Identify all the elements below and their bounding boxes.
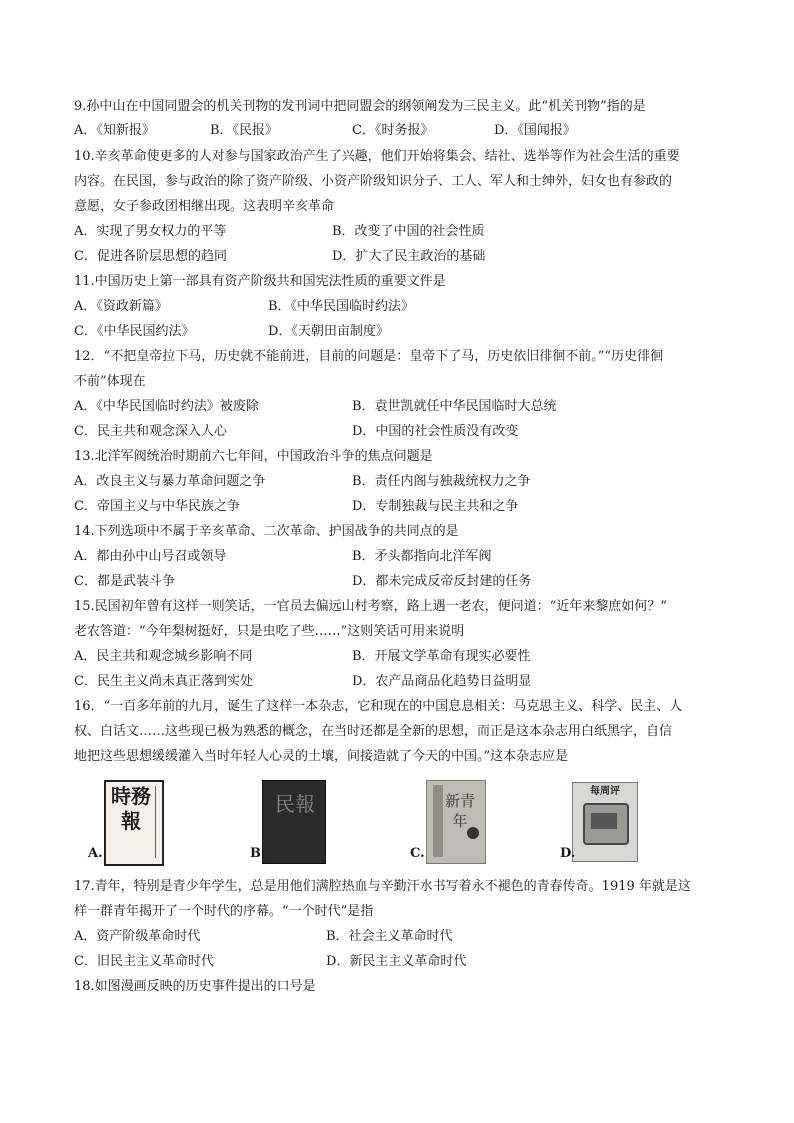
magazine-cover-meizhoupinglun: [572, 782, 638, 862]
q12-option-d: D．中国的社会性质没有改变: [352, 424, 519, 439]
q16-image-c: [410, 778, 510, 868]
q10-stem-line2: 内容。在民国，参与政治的除了资产阶级、小资产阶级知识分子、工人、军人和士绅外，妇女也有参政的: [74, 174, 673, 189]
q13-option-b: B．责任内阁与独裁统权力之争: [352, 474, 531, 489]
q10-stem-line1: 10.辛亥革命使更多的人对参与国家政治产生了兴趣，他们开始将集会、结社、选举等作为社会生活的重要: [74, 149, 680, 164]
q10-stem-line3: 意愿，女子参政团相继出现。这表明辛亥革命: [74, 199, 335, 214]
q13-option-a: A．改良主义与暴力革命问题之争: [74, 474, 266, 489]
q17-option-a: A．资产阶级革命时代: [74, 929, 201, 944]
q12-option-a: A．《中华民国临时约法》被废除: [74, 399, 259, 414]
q15-option-b: B．开展文学革命有现实必要性: [352, 649, 531, 664]
cover-d-title: 每周评: [590, 786, 620, 797]
q9-option-c: C．《时务报》: [352, 123, 434, 138]
cover-a-title: 時務報: [111, 784, 151, 833]
q15-option-d: D．农产品商品化趋势日益明显: [352, 674, 532, 689]
q11-option-a: A．《资政新篇》: [74, 299, 168, 314]
q12-option-c: C．民主共和观念深入人心: [74, 424, 227, 439]
magazine-cover-minbao: [262, 780, 326, 864]
q9-option-a: A．《知新报》: [74, 123, 155, 138]
q12-option-b: B．袁世凯就任中华民国临时大总统: [352, 399, 557, 414]
cover-c-title: 新青年: [445, 792, 476, 830]
q13-option-d: D．专制独裁与民主共和之争: [352, 499, 519, 514]
q16-stem-line1: 16．“一百多年前的九月，诞生了这样一本杂志，它和现在的中国息息相关：马克思主义、科学、民主、人: [74, 699, 683, 714]
q13-option-c: C．帝国主义与中华民族之争: [74, 499, 240, 514]
q17-option-b: B．社会主义革命时代: [326, 929, 453, 944]
q15-option-c: C．民生主义尚未真正落到实处: [74, 674, 253, 689]
q17-option-c: C．旧民主主义革命时代: [74, 954, 214, 969]
q9-stem: 9.孙中山在中国同盟会的机关刊物的发刊词中把同盟会的纲领阐发为三民主义。此“机关刊物”指的是: [74, 99, 646, 114]
q16-image-a: [86, 778, 186, 868]
q10-option-d: D．扩大了民主政治的基础: [332, 249, 486, 264]
q16-image-d: [560, 778, 660, 868]
q11-option-b: B．《中华民国临时约法》: [268, 299, 415, 314]
q16-stem-line2: 权、白话文……这些现已极为熟悉的概念，在当时还都是全新的思想，而正是这本杂志用白纸黑字，自信: [74, 724, 673, 739]
q11-option-d: D．《天朝田亩制度》: [268, 324, 389, 339]
magazine-cover-shiwubao: [104, 780, 164, 866]
q9-option-b: B．《民报》: [210, 123, 279, 138]
q14-option-b: B．矛头都指向北洋军阀: [352, 549, 492, 564]
q9-option-d: D．《国闻报》: [494, 123, 576, 138]
q17-stem-line2: 样一群青年揭开了一个时代的序幕。“一个时代”是指: [74, 904, 374, 919]
q14-option-d: D．都未完成反帝反封建的任务: [352, 574, 532, 589]
q12-stem-line1: 12．“不把皇帝拉下马，历史就不能前进，目前的问题是：皇帝下了马，历史依旧徘徊不前。”“历史徘徊: [74, 349, 663, 364]
q10-option-a: A．实现了男女权力的平等: [74, 224, 227, 239]
q17-option-d: D．新民主主义革命时代: [326, 954, 467, 969]
q12-stem-line2: 不前”体现在: [74, 374, 146, 389]
q14-option-c: C．都是武装斗争: [74, 574, 175, 589]
q16-label-b: B.: [250, 846, 266, 861]
q16-label-c: C.: [410, 846, 425, 861]
q17-stem-line1: 17.青年，特别是青少年学生，总是用他们满腔热血与辛勤汗水书写着永不褪色的青春传奇。1919 年就是这: [74, 879, 691, 894]
q16-image-b: [248, 778, 348, 868]
cover-b-title: 民報: [275, 792, 315, 816]
q15-stem-line1: 15.民国初年曾有这样一则笑话，一官员去偏远山村考察，路上遇一老农，便问道：“近年来黎庶如何？”: [74, 599, 667, 614]
q11-stem: 11.中国历史上第一部具有资产阶级共和国宪法性质的重要文件是: [74, 274, 446, 289]
q10-option-c: C．促进各阶层思想的趋同: [74, 249, 227, 264]
q15-stem-line2: 老农答道：“今年梨树挺好，只是虫吃了些……”这则笑话可用来说明: [74, 624, 465, 639]
q16-label-d: D.: [560, 846, 576, 861]
q16-label-a: A.: [88, 846, 103, 861]
q15-option-a: A．民主共和观念城乡影响不同: [74, 649, 253, 664]
q11-option-c: C．《中华民国约法》: [74, 324, 195, 339]
q13-stem: 13.北洋军阀统治时期前六七年间，中国政治斗争的焦点问题是: [74, 449, 433, 464]
q14-stem: 14.下列选项中不属于辛亥革命、二次革命、护国战争的共同点的是: [74, 524, 459, 539]
q18-stem: 18.如图漫画反映的历史事件提出的口号是: [74, 979, 316, 994]
magazine-cover-xinqingnian: [426, 780, 486, 864]
q10-option-b: B．改变了中国的社会性质: [332, 224, 485, 239]
q16-stem-line3: 地把这些思想缓缓灌入当时年轻人心灵的土壤，间接造就了今天的中国。”这本杂志应是: [74, 749, 569, 764]
q14-option-a: A．都由孙中山号召或领导: [74, 549, 227, 564]
